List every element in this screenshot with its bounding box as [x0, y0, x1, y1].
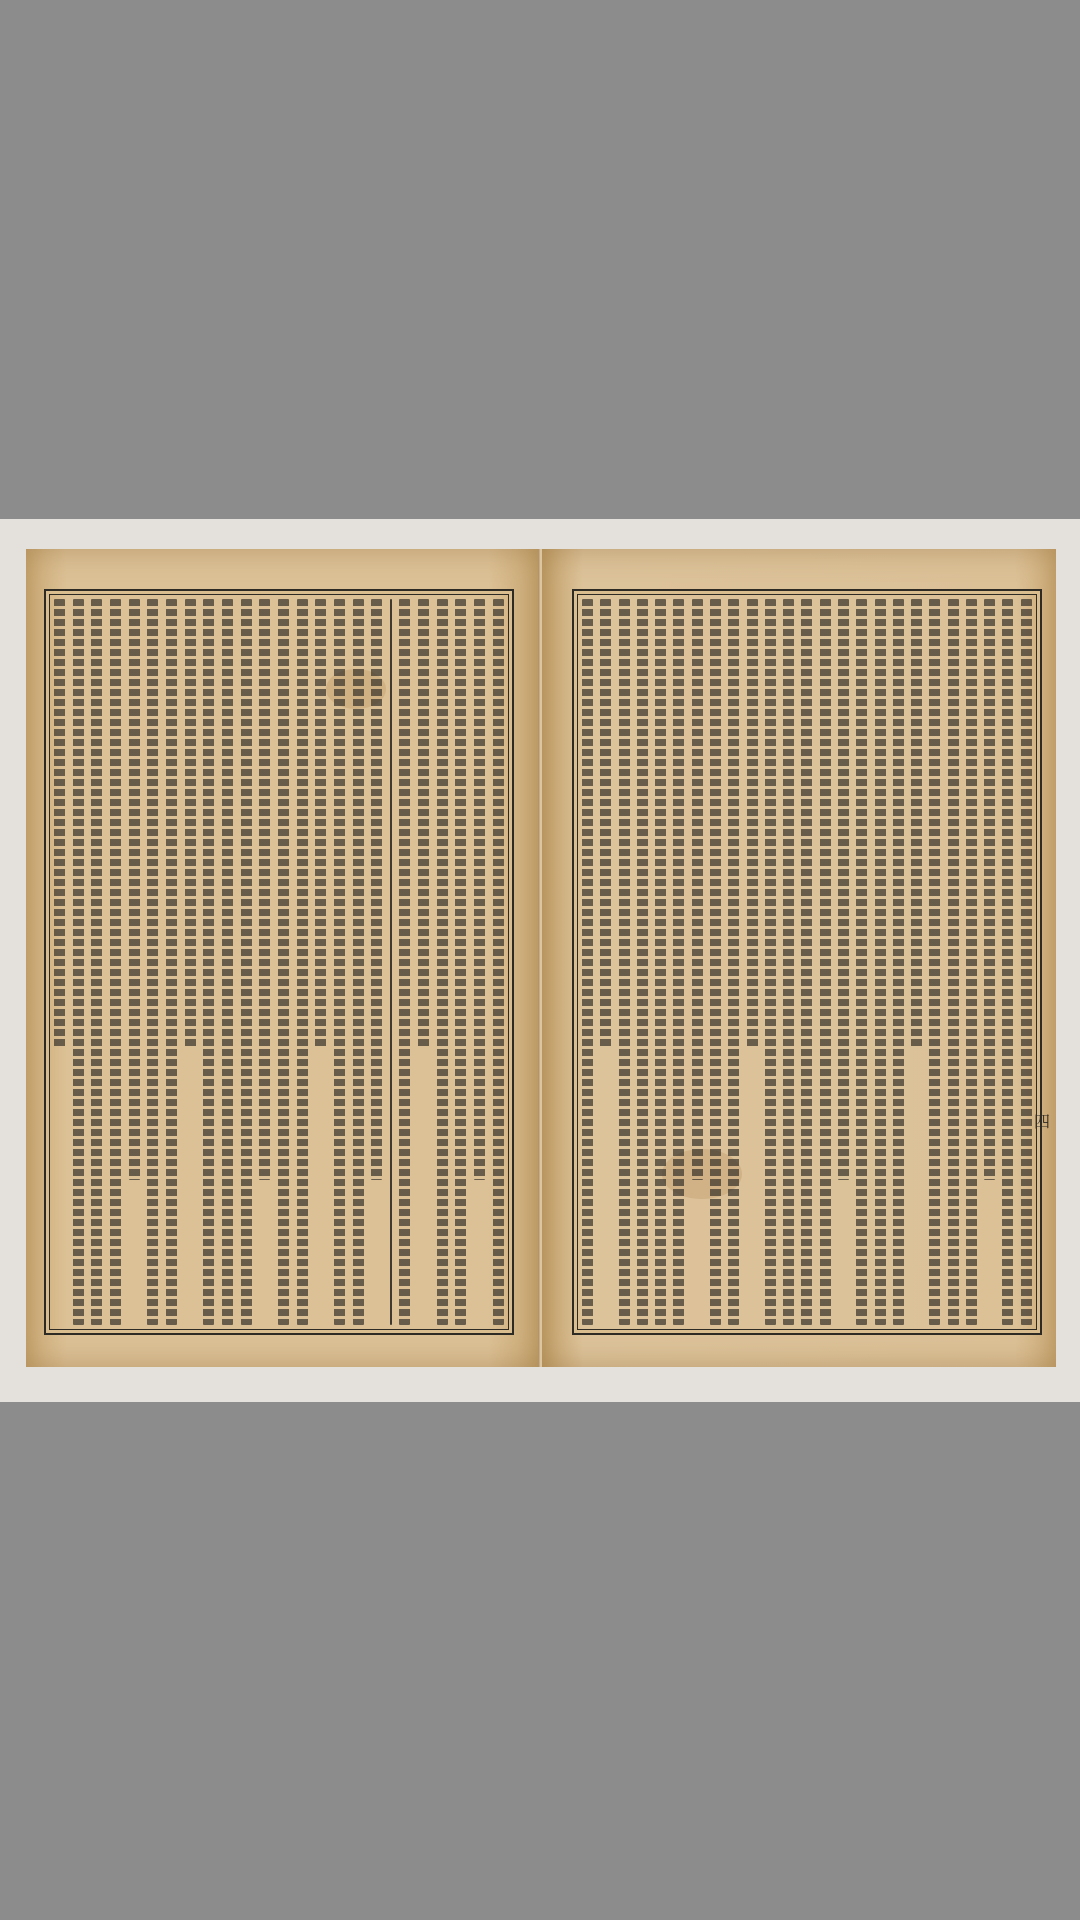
- text-column: [73, 599, 84, 1325]
- text-column: [1002, 599, 1013, 1325]
- text-column: [966, 599, 977, 1325]
- left-text-columns: [54, 599, 504, 1325]
- open-book: [26, 549, 1056, 1367]
- text-column: [334, 599, 345, 1325]
- text-column: [278, 599, 289, 1325]
- text-column: [600, 599, 611, 1049]
- text-column: [1021, 599, 1032, 1325]
- text-column: [948, 599, 959, 1325]
- photograph: [0, 519, 1080, 1402]
- text-column: [493, 599, 504, 1325]
- text-column: [222, 599, 233, 1325]
- text-column: [297, 599, 308, 1325]
- right-page-number: 四: [1033, 1112, 1050, 1131]
- column-rule: [390, 599, 392, 1325]
- text-column: [692, 599, 703, 1180]
- text-column: [838, 599, 849, 1180]
- text-column: [203, 599, 214, 1325]
- right-page-frame: [572, 589, 1042, 1335]
- text-column: [655, 599, 666, 1325]
- right-text-columns: [582, 599, 1032, 1325]
- text-column: [437, 599, 448, 1325]
- text-column: [582, 599, 593, 1325]
- text-column: [474, 599, 485, 1180]
- text-column: [911, 599, 922, 1049]
- text-column: [875, 599, 886, 1325]
- text-column: [54, 599, 65, 1049]
- text-column: [984, 599, 995, 1180]
- text-column: [91, 599, 102, 1325]
- text-column: [399, 599, 410, 1325]
- text-column: [371, 599, 382, 1180]
- text-column: [856, 599, 867, 1325]
- text-column: [147, 599, 158, 1325]
- text-column: [241, 599, 252, 1325]
- text-column: [783, 599, 794, 1325]
- text-column: [765, 599, 776, 1325]
- text-column: [129, 599, 140, 1180]
- text-column: [315, 599, 326, 1049]
- text-column: [185, 599, 196, 1049]
- text-column: [110, 599, 121, 1325]
- text-column: [710, 599, 721, 1325]
- text-column: [893, 599, 904, 1325]
- left-page: [26, 549, 540, 1367]
- text-column: [747, 599, 758, 1049]
- text-column: [820, 599, 831, 1325]
- text-column: [455, 599, 466, 1325]
- right-page: [542, 549, 1056, 1367]
- text-column: [166, 599, 177, 1325]
- left-page-frame: [44, 589, 514, 1335]
- text-column: [637, 599, 648, 1325]
- text-column: [673, 599, 684, 1325]
- text-column: [259, 599, 270, 1180]
- text-column: [728, 599, 739, 1325]
- text-column: [418, 599, 429, 1049]
- text-column: [929, 599, 940, 1325]
- text-column: [801, 599, 812, 1325]
- text-column: [353, 599, 364, 1325]
- text-column: [619, 599, 630, 1325]
